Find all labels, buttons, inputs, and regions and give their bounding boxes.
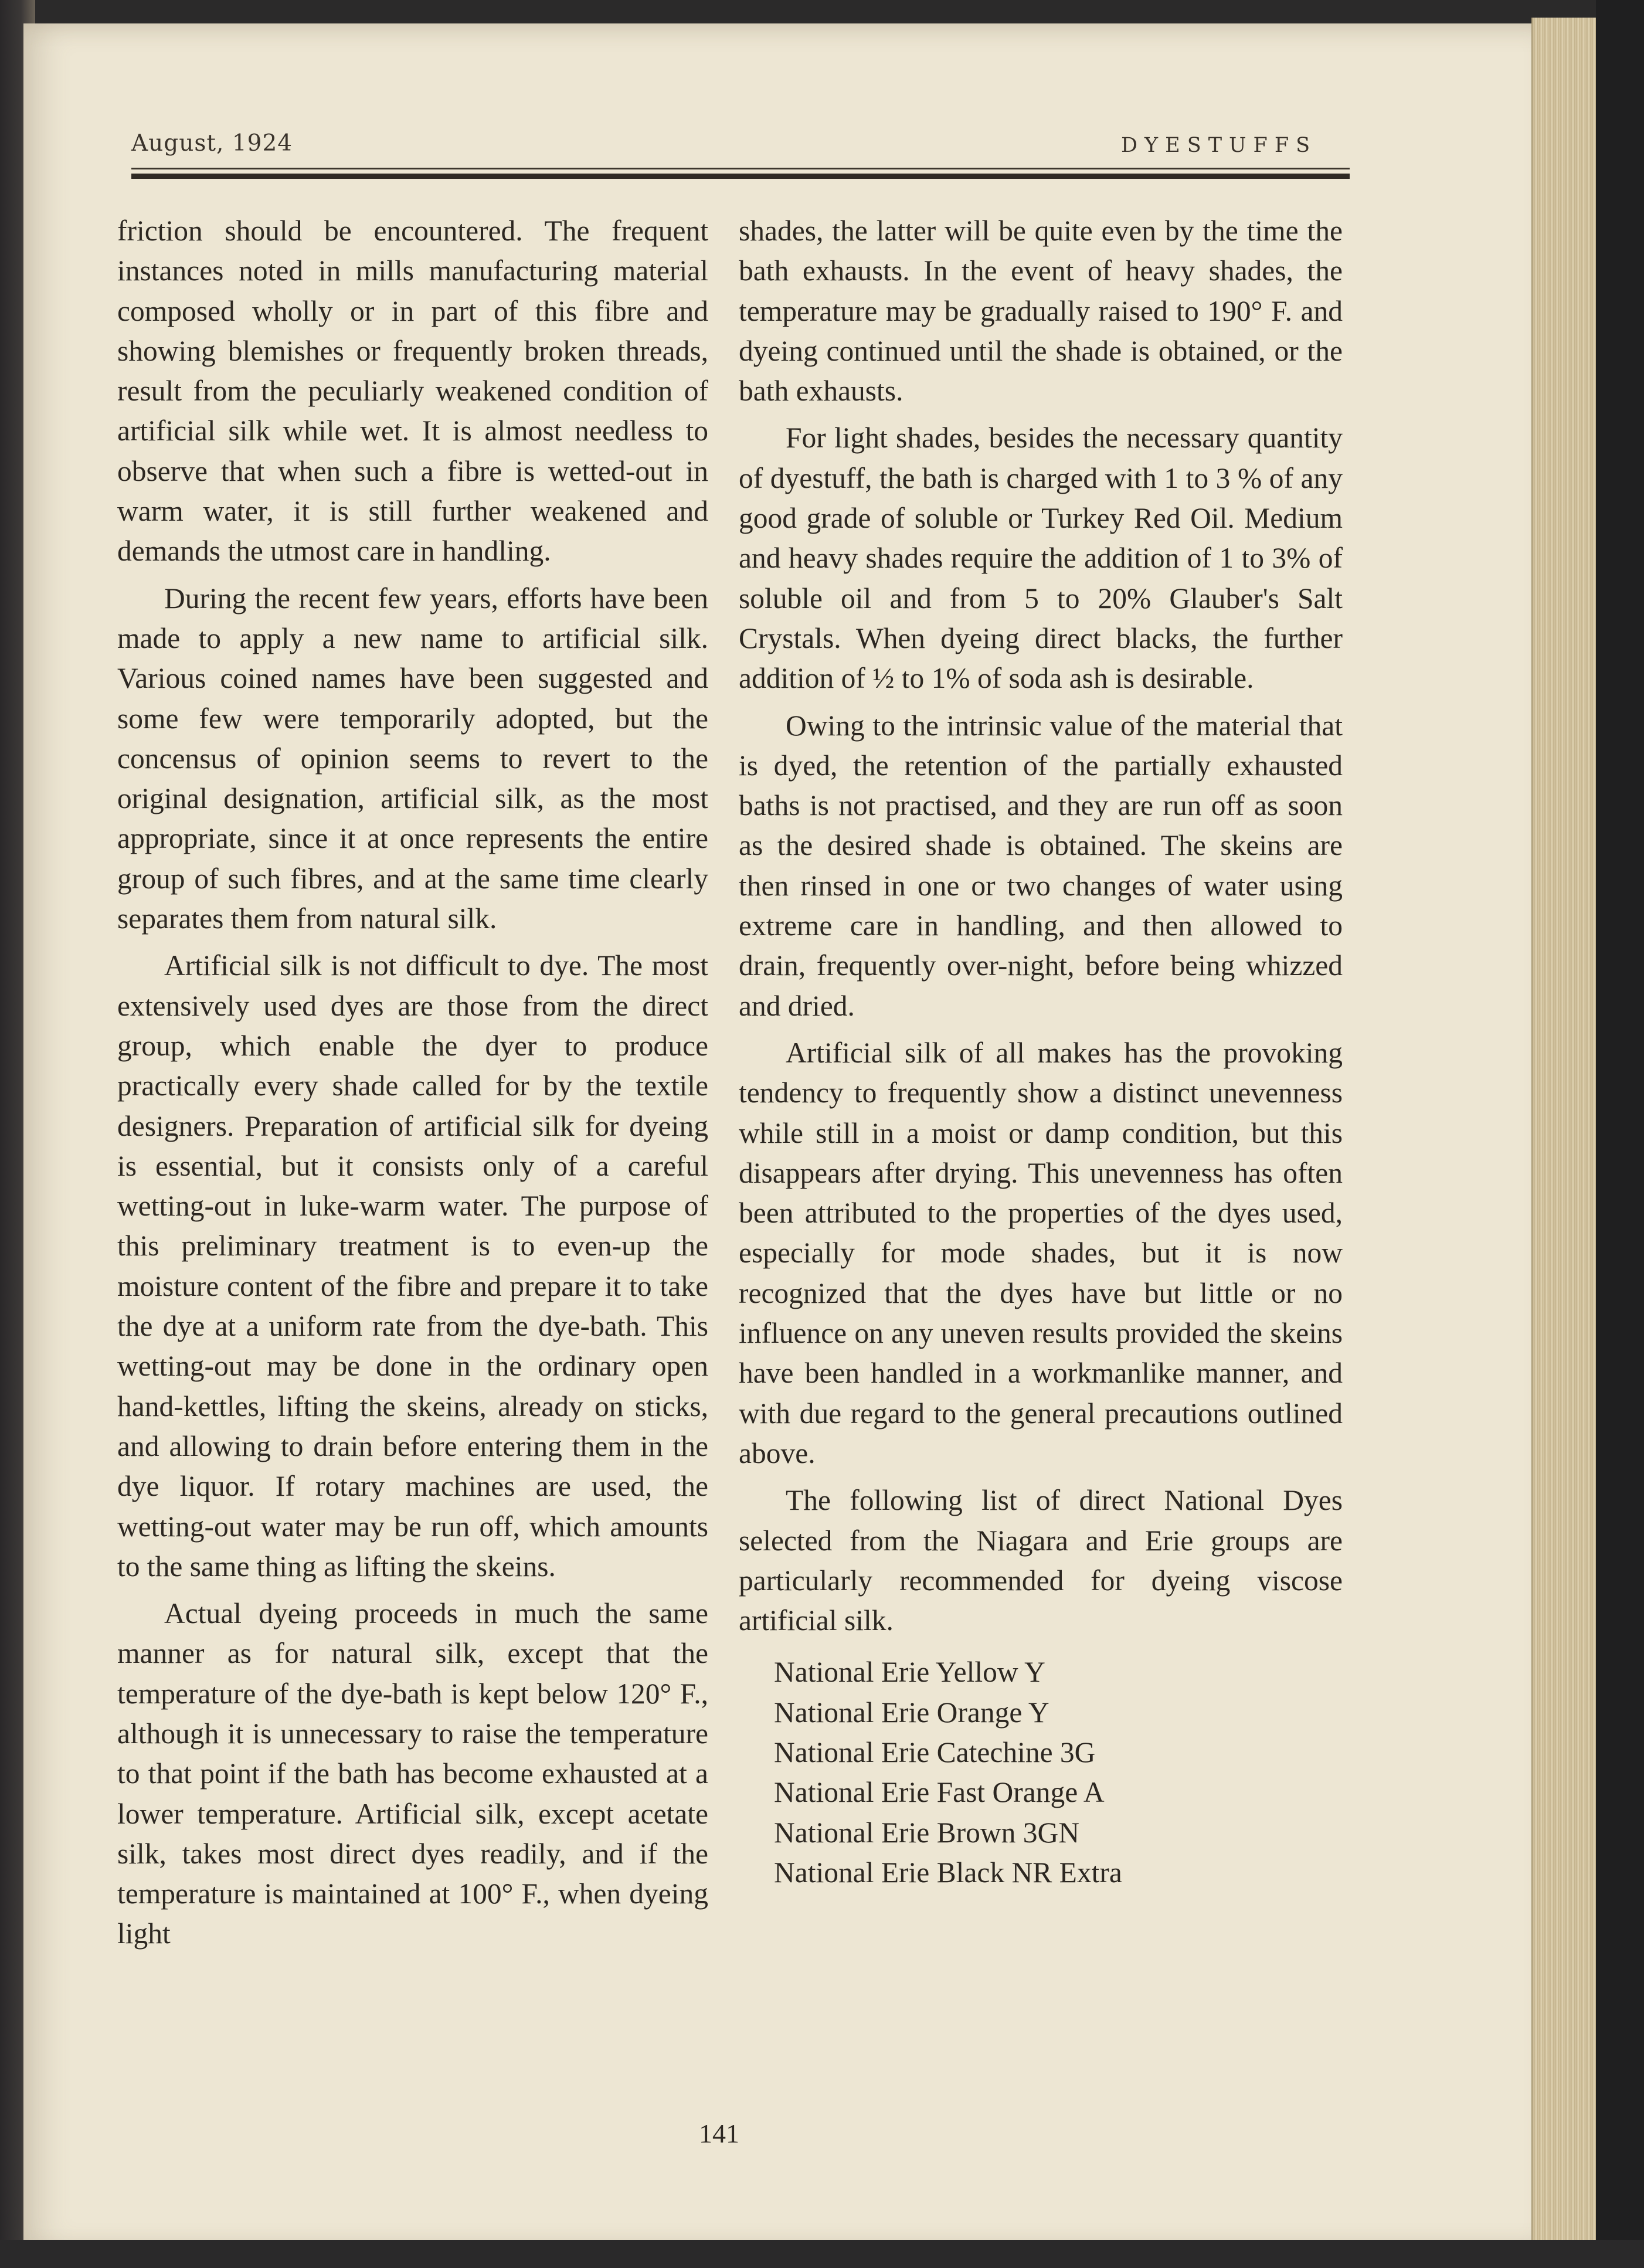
dye-list-item: National Erie Brown 3GN xyxy=(774,1816,1080,1849)
paragraph: During the recent few years, efforts have been made to apply a new name to artificial silk. Various coined names have been suggested and some few were temporarily adopted, but the concensus of opinion seems to revert to the original designation, artificial silk, as the most appropriate, since it at once represents the entire group of such fibres, and at the same time clearly separates them from natural silk. xyxy=(117,582,708,935)
book-binding-right xyxy=(1596,0,1644,2268)
paragraph: The following list of direct National Dyes selected from the Niagara and Erie groups are particularly recommended for dyeing viscose artificial silk. xyxy=(739,1484,1343,1637)
running-header-journal: DYESTUFFS xyxy=(1121,134,1317,157)
book-bottom-edge xyxy=(0,2240,1644,2268)
paragraph: shades, the latter will be quite even by the time the bath exhausts. In the event of heavy shades, the temperature may be gradually raised to 190° F. and dyeing continued until the shade is obtained, or the bath exhausts. xyxy=(739,215,1343,408)
header-rule-thin xyxy=(131,168,1350,169)
paragraph: Artificial silk of all makes has the provoking tendency to frequently show a distinct unevenness while still in a moist or damp condition, but this disappears after drying. This unevenness has often been attributed to the properties of the dyes used, especially for mode shades, but it is now recognized that the dyes have but little or no influence on any uneven results provided the skeins have been handled in a workmanlike manner, and with due regard to the general precautions outlined above. xyxy=(739,1036,1343,1469)
running-header-date: August, 1924 xyxy=(131,130,293,157)
paragraph: friction should be encountered. The frequent instances noted in mills manufacturing material composed wholly or in part of this fibre and showing blemishes or frequently broken threads, result from the peculiarly weakened condition of artificial silk while wet. It is almost needless to observe that when such a fibre is wetted-out in warm water, it is still further weakened and demands the utmost care in handling. xyxy=(117,215,708,568)
paragraph: Artificial silk is not difficult to dye. The most extensively used dyes are those from the direct group, which enable the dyer to produce practically every shade called for by the textile designers. Preparation of artificial silk for dyeing is essential, but it consists only of a careful wetting-out in luke-warm water. The purpose of this preliminary treatment is to even-up the moisture content of the fibre and prepare it to take the dye at a uniform rate from the dye-bath. This wetting-out may be done in the ordinary open hand-kettles, lifting the skeins, already on sticks, and allowing to drain before entering them in the dye liquor. If rotary machines are used, the wetting-out water may be run off, which amounts to the same thing as lifting the skeins. xyxy=(117,949,708,1583)
dye-list-item: National Erie Black NR Extra xyxy=(774,1856,1122,1889)
dye-list xyxy=(774,1652,1343,1893)
paragraph: Owing to the intrinsic value of the material that is dyed, the retention of the partially exhausted baths is not practised, and they are run off as soon as the desired shade is obtained. The skeins are then rinsed in one or two changes of water using extreme care in handling, and then allowed to drain, frequently over-night, before being whizzed and dried. xyxy=(739,709,1343,1022)
dye-list-item: National Erie Catechine 3G xyxy=(774,1736,1096,1768)
dye-list-item: National Erie Fast Orange A xyxy=(774,1776,1105,1809)
paragraph: For light shades, besides the necessary quantity of dyestuff, the bath is charged with 1 to 3 % of any good grade of soluble or Turkey Red Oil. Medium and heavy shades require the addition of 1 to 3% of soluble oil and from 5 to 20% Glauber's Salt Crystals. When dyeing direct blacks, the further addition of ½ to 1% of soda ash is desirable. xyxy=(739,422,1343,695)
page-edges xyxy=(1531,18,1597,2240)
page-number: 141 xyxy=(699,2118,739,2148)
header-rule-thick xyxy=(131,174,1350,179)
dye-list-item: National Erie Orange Y xyxy=(774,1696,1049,1729)
left-column xyxy=(117,211,708,1961)
right-column xyxy=(739,211,1343,1893)
paragraph: Actual dyeing proceeds in much the same manner as for natural silk, except that the temperature of the dye-bath is kept below 120° F., although it is unnecessary to raise the temperature to that point if the bath has become exhausted at a lower temperature. Artificial silk, except acetate silk, takes most direct dyes readily, and if the temperature is maintained at 100° F., when dyeing light xyxy=(117,1597,708,1950)
dye-list-item: National Erie Yellow Y xyxy=(774,1656,1045,1689)
